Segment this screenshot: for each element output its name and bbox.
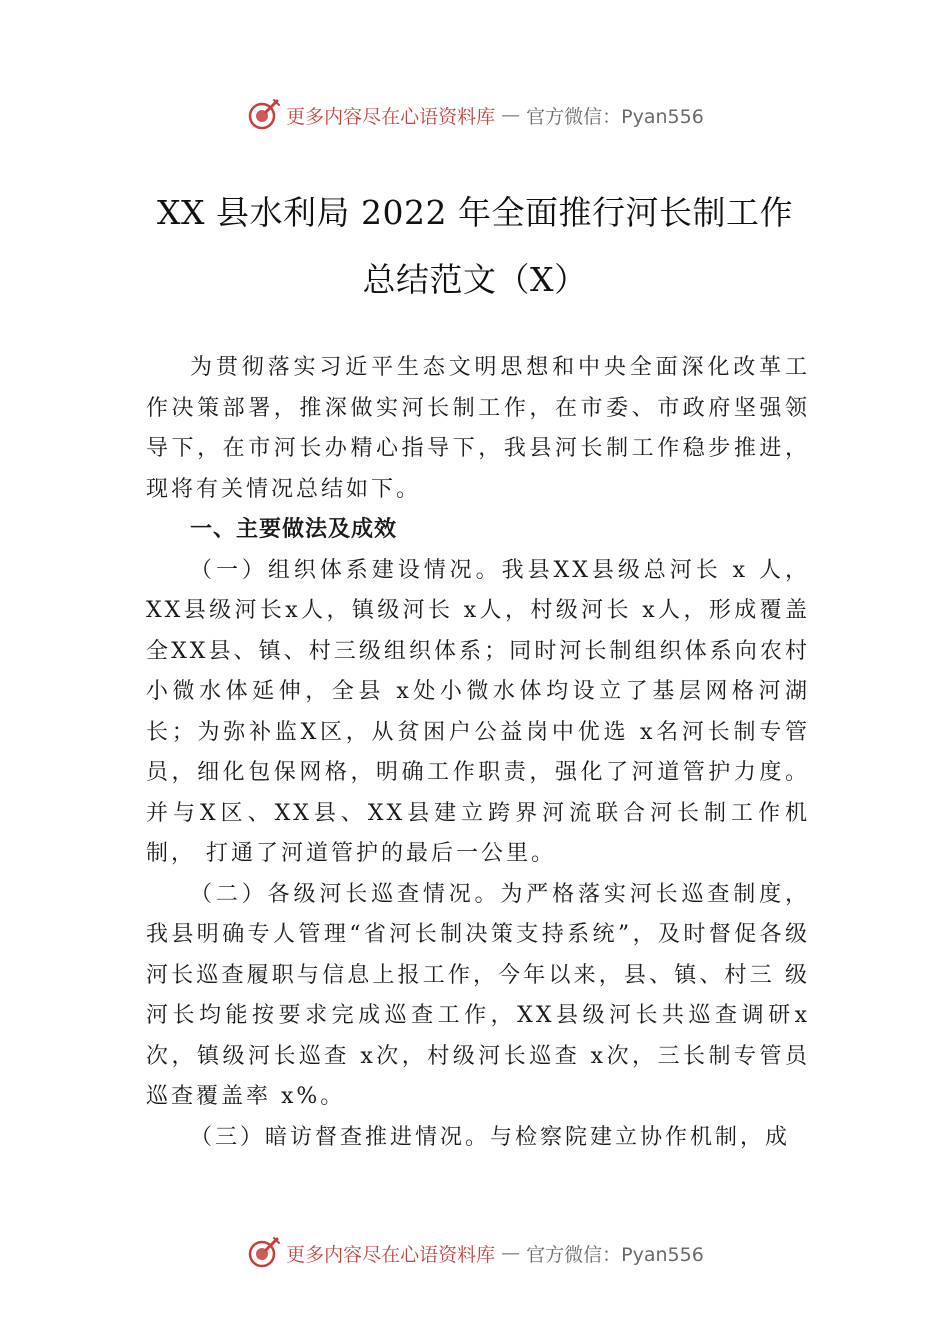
paragraph-inspection: （二）各级河长巡查情况。为严格落实河长巡查制度，我县明确专人管理“省河长制决策支持系统”，及时督促各级河长巡查履职与信息上报工作，今年以来，县、镇、村三 级河长均能按要求完成巡查工作，XX县级河长共巡查调研x次，镇级河长巡查 x次，村级河长巡查 x次，三长制专管员巡查覆盖率 x%。 (146, 881, 810, 1109)
pen-seal-icon (246, 1236, 280, 1270)
paragraph-organization: （一）组织体系建设情况。我县XX县级总河长 x 人，XX县级河长x人，镇级河长 x人，村级河长 x人，形成覆盖全XX县、镇、村三级组织体系；同时河长制组织体系向农村小微水体延伸，全县 x处小微水体均设立了基层网格河湖长；为弥补监X区，从贫困户公益岗中优选 x名河长制专管员，细化包保网格，明确工作职责，强化了河道管护力度。并与X区、XX县、XX县建立跨界河流联合河长制工作机制， 打通了河道管护的最后一公里。 (146, 557, 810, 866)
intro-paragraph: 为贯彻落实习近平生态文明思想和中央全面深化改革工作决策部署，推深做实河长制工作，在市委、市政府坚强领导下，在市河长办精心指导下，我县河长制工作稳步推进，现将有关情况总结如下。 (146, 355, 810, 502)
banner-dash: — (501, 104, 521, 126)
document-title-line1: XX 县水利局 2022 年全面推行河长制工作 (157, 193, 793, 232)
header-banner (0, 95, 950, 135)
footer-banner (0, 1233, 950, 1273)
banner-wechat-text: 官方微信：Pyan556 (526, 105, 704, 128)
banner-wechat-text: 官方微信：Pyan556 (526, 1243, 704, 1266)
document-title-line2: 总结范文（X） (362, 260, 588, 299)
document-body (146, 348, 810, 1158)
banner-dash: — (501, 1242, 521, 1264)
banner-library-text: 更多内容尽在心语资料库 (286, 105, 496, 128)
banner-library-text: 更多内容尽在心语资料库 (286, 1243, 496, 1266)
paragraph-supervision: （三）暗访督查推进情况。与检察院建立协作机制，成 (190, 1124, 791, 1150)
pen-seal-icon (246, 98, 280, 132)
section-heading: 一、主要做法及成效 (190, 517, 398, 542)
